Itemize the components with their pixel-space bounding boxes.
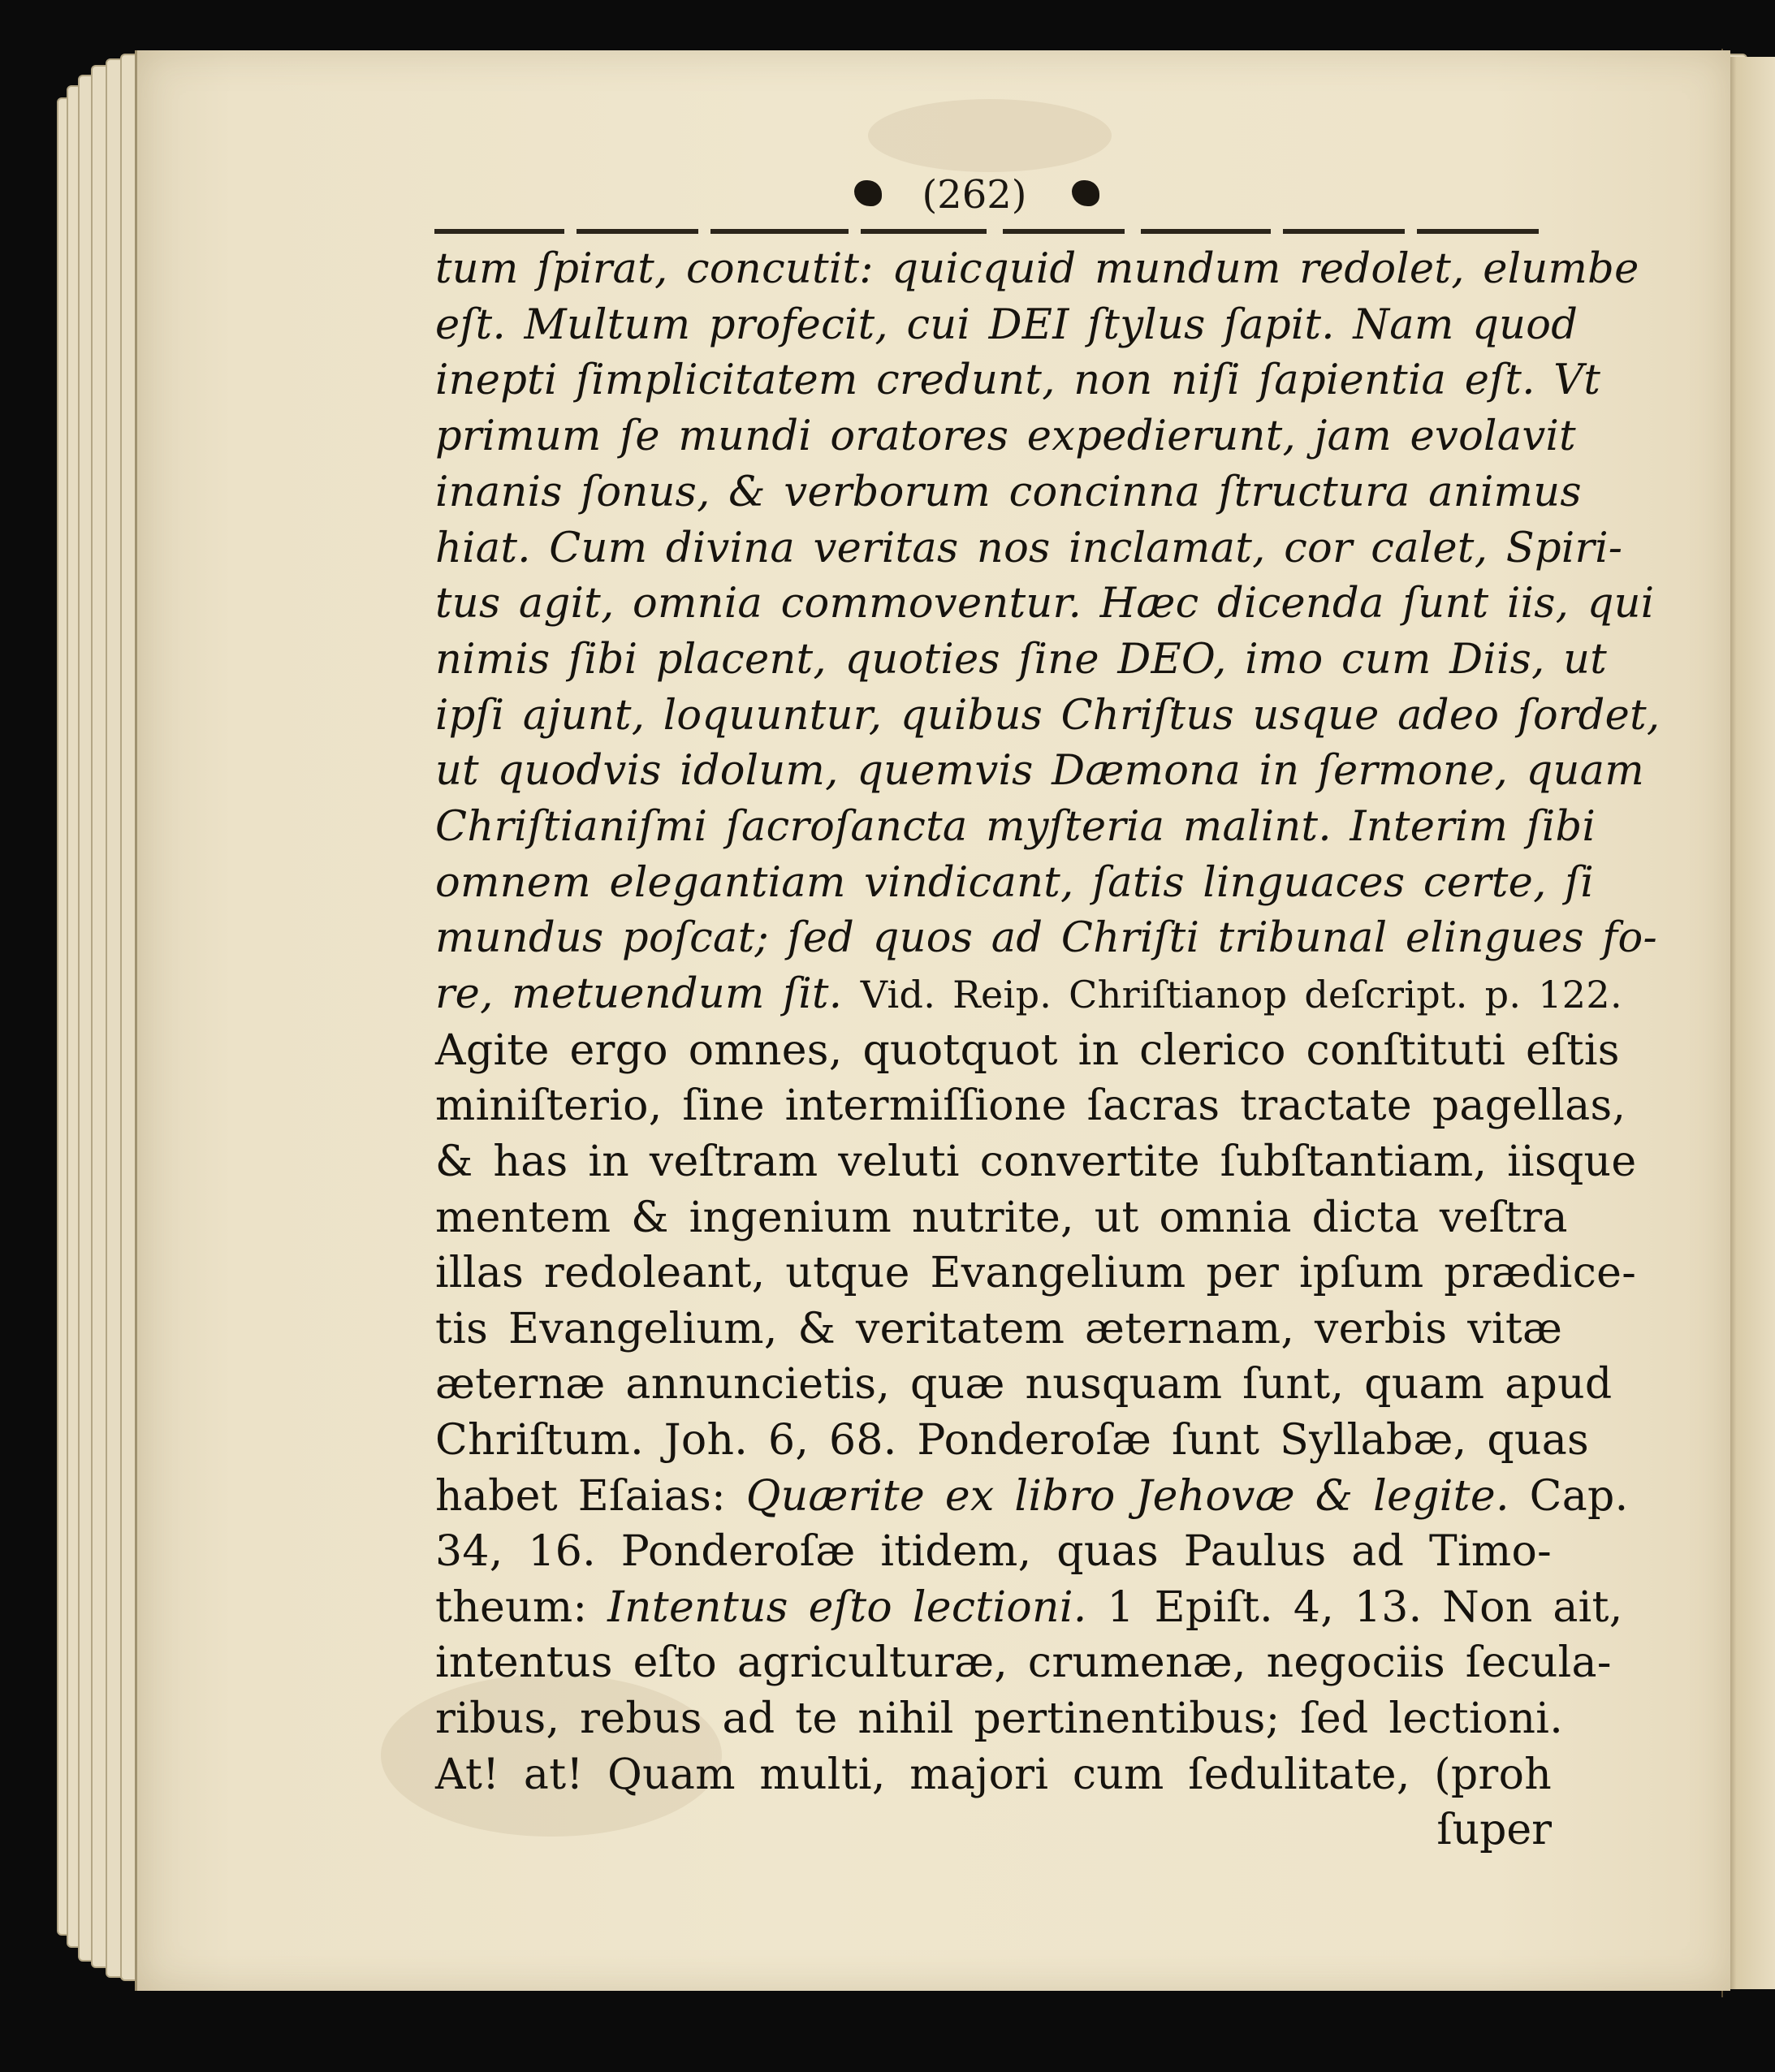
- text-line: inepti ſimplicitatem credunt, non niſi ſapientia eſt. Vt: [435, 356, 1601, 405]
- paper-stain: [868, 99, 1112, 172]
- catchword: ſuper: [1436, 1806, 1552, 1855]
- text-line: hiat. Cum divina veritas nos inclamat, cor calet, Spiri-: [435, 524, 1623, 572]
- text-roman: Cap.: [1529, 1471, 1629, 1521]
- text-line: mentem & ingenium nutrite, ut omnia dicta veſtra: [435, 1193, 1568, 1242]
- catchword-row: [435, 1802, 1552, 1858]
- text-line: ut quodvis idolum, quemvis Dæmona in ſermone, quam: [435, 747, 1644, 796]
- text-roman: theum:: [435, 1582, 588, 1632]
- text-line: intentus eſto agriculturæ, crumenæ, negociis ſecula-: [435, 1638, 1612, 1688]
- quotation: Intentus eſto lectioni.: [607, 1582, 1087, 1632]
- text-line: 34, 16. Ponderoſæ itidem, quas Paulus ad Timo-: [435, 1527, 1552, 1577]
- text-line: At! at! Quam multi, majori cum ſedulitate, (proh: [435, 1750, 1552, 1799]
- text-line: nimis ſibi placent, quoties ſine DEO, imo cum Diis, ut: [435, 635, 1608, 684]
- text-line: tis Evangelium, & veritatem æternam, verbis vitæ: [435, 1304, 1563, 1353]
- text-line: illas redoleant, utque Evangelium per ipſum prædice-: [435, 1249, 1637, 1298]
- quotation: Quærite ex libro Jehovæ & legite.: [745, 1471, 1509, 1521]
- text-roman: 1 Epiſt. 4, 13. Non ait,: [1107, 1582, 1623, 1632]
- text-line: tum ſpirat, concutit: quicquid mundum redolet, elumbe: [435, 245, 1639, 293]
- header-rule: [434, 229, 1539, 237]
- text-line: Agite ergo omnes, quotquot in clerico conſtituti eſtis: [435, 1025, 1620, 1075]
- text-line: ribus, rebus ad te nihil pertinentibus; ſed lectioni.: [435, 1694, 1564, 1743]
- text-italic: re, metuendum ſit.: [435, 970, 843, 1019]
- text-line: tus agit, omnia commoventur. Hæc dicenda ſunt iis, qui: [435, 580, 1655, 628]
- text-line: Chriſtum. Joh. 6, 68. Ponderoſæ ſunt Syllabæ, quas: [435, 1416, 1589, 1465]
- text-line: omnem elegantiam vindicant, ſatis linguaces certe, ſi: [435, 858, 1594, 907]
- text-line: [435, 1469, 1629, 1525]
- text-line: Chriſtianiſmi ſacroſancta myſteria malint. Interim ſibi: [435, 803, 1596, 852]
- text-line: primum ſe mundi oratores expedierunt, jam evolavit: [435, 412, 1576, 461]
- text-line: & has in veſtram veluti convertite ſubſtantiam, iisque: [435, 1137, 1637, 1187]
- text-line: eſt. Multum profecit, cui DEI ſtylus ſapit. Nam quod: [435, 300, 1578, 349]
- text-line: [435, 1580, 1623, 1636]
- page-number: (262): [922, 172, 1027, 218]
- text-line: inanis ſonus, & verborum concinna ſtructura animus: [435, 468, 1582, 516]
- citation: Vid. Reip. Chriſtianop deſcript. p. 122.: [860, 973, 1622, 1017]
- text-line: ipſi ajunt, loquuntur, quibus Chriſtus usque adeo ſordet,: [435, 691, 1661, 740]
- text-line: mundus poſcat; ſed quos ad Chriſti tribunal elingues fo-: [435, 914, 1658, 963]
- text-line: [435, 967, 1622, 1023]
- text-block: [435, 242, 1661, 1858]
- text-roman: habet Eſaias:: [435, 1471, 726, 1521]
- text-line: miniſterio, ſine intermiſſione ſacras tractate pagellas,: [435, 1081, 1626, 1131]
- text-line: æternæ annuncietis, quæ nusquam ſunt, quam apud: [435, 1360, 1613, 1409]
